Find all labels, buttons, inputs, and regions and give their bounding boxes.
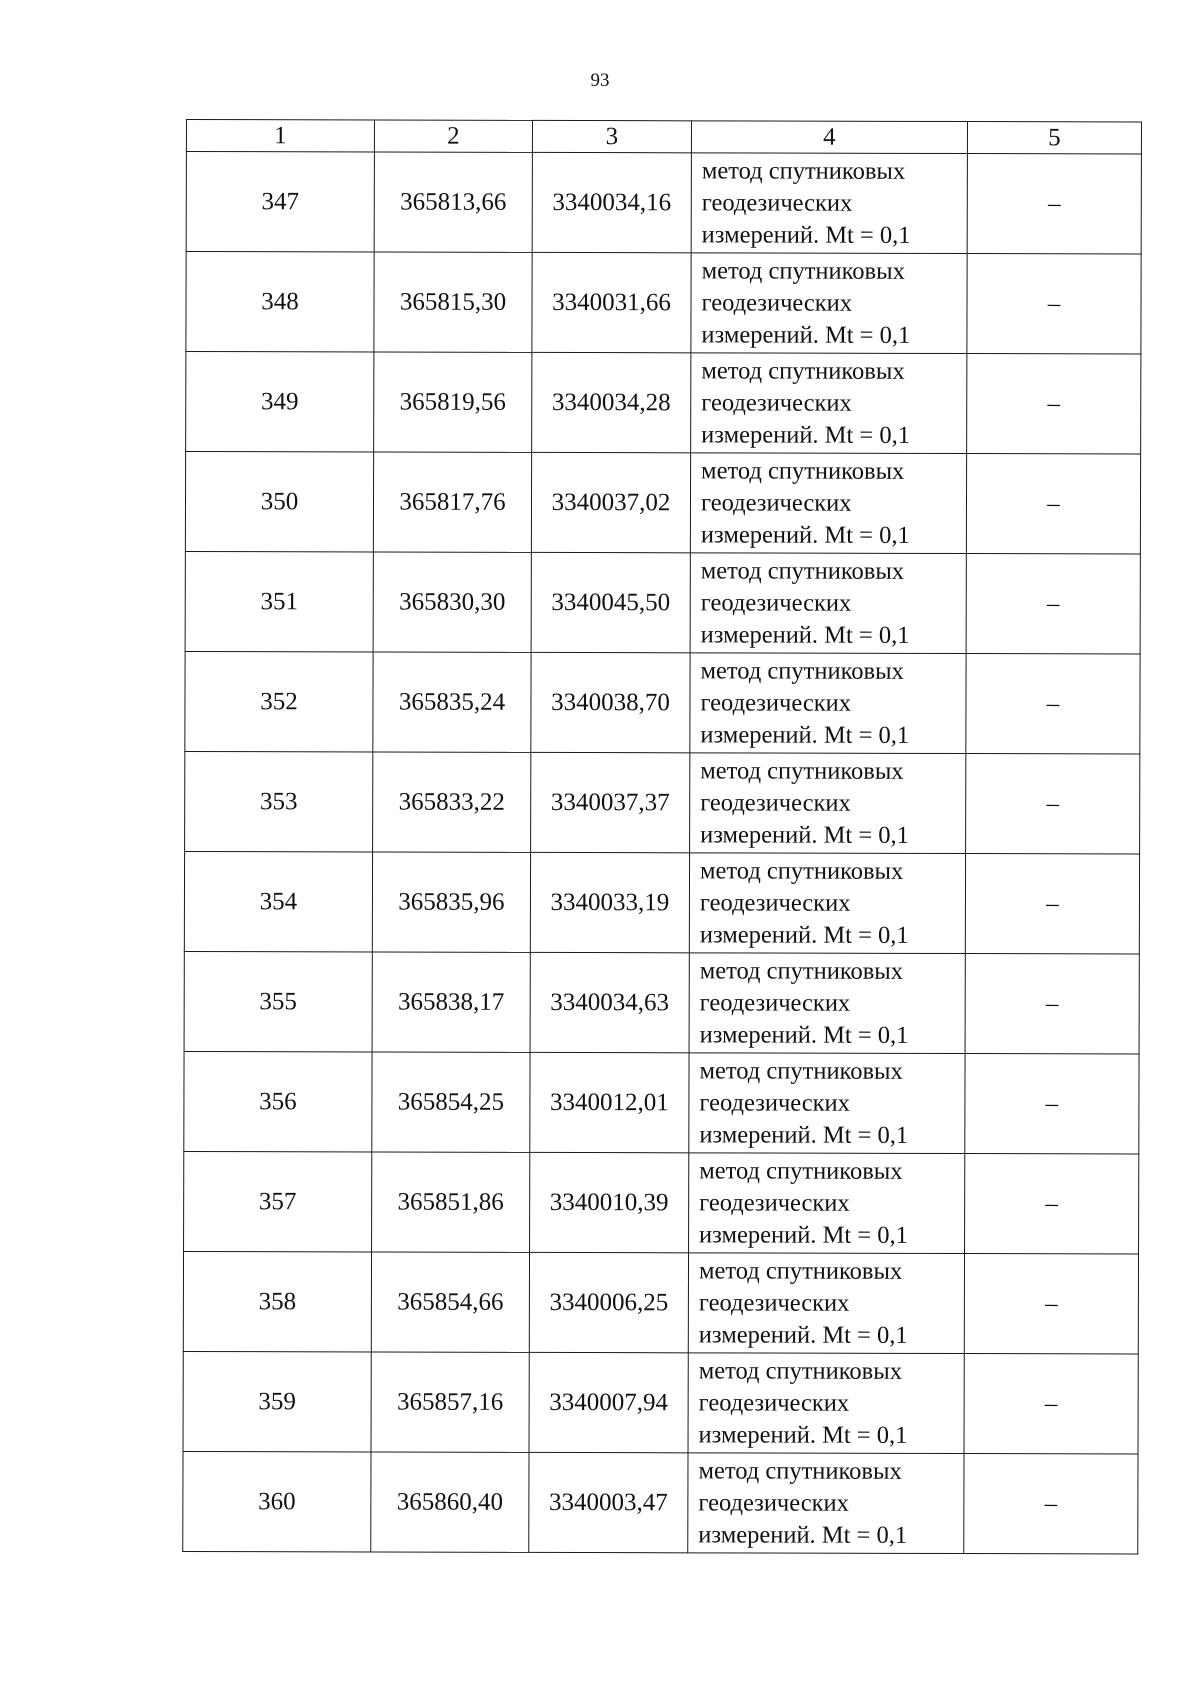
method-cell bbox=[690, 553, 966, 654]
note-cell: – bbox=[967, 154, 1141, 254]
note-cell: – bbox=[967, 254, 1141, 354]
method-line: геодезических bbox=[698, 1388, 850, 1417]
point-number-cell: 360 bbox=[183, 1451, 371, 1551]
note-cell: – bbox=[965, 954, 1139, 1054]
table-row bbox=[186, 152, 1141, 254]
table-row bbox=[184, 851, 1139, 953]
y-coordinate-cell: 3340034,16 bbox=[532, 152, 691, 252]
method-line: геодезических bbox=[700, 588, 852, 617]
x-coordinate-cell: 365851,86 bbox=[372, 1152, 530, 1252]
method-line: измерений. Mt = 0,1 bbox=[700, 520, 910, 549]
method-line: геодезических bbox=[701, 288, 853, 317]
column-header-1: 1 bbox=[186, 120, 374, 152]
method-line: метод спутниковых bbox=[701, 156, 906, 185]
y-coordinate-cell: 3340038,70 bbox=[531, 652, 690, 752]
note-cell: – bbox=[966, 554, 1140, 654]
header-row bbox=[186, 120, 1141, 155]
y-coordinate-cell: 3340045,50 bbox=[531, 552, 690, 652]
method-cell bbox=[691, 353, 967, 454]
x-coordinate-cell: 365833,22 bbox=[373, 752, 531, 852]
x-coordinate-cell: 365854,66 bbox=[371, 1252, 529, 1352]
x-coordinate-cell: 365819,56 bbox=[374, 352, 532, 452]
note-cell: – bbox=[964, 1454, 1138, 1554]
y-coordinate-cell: 3340031,66 bbox=[532, 252, 691, 352]
method-cell bbox=[689, 953, 965, 1054]
method-line: геодезических bbox=[699, 888, 851, 917]
method-line: измерений. Mt = 0,1 bbox=[701, 420, 911, 449]
column-header-3: 3 bbox=[532, 120, 691, 152]
y-coordinate-cell: 3340006,25 bbox=[529, 1252, 688, 1352]
coordinates-table bbox=[182, 119, 1142, 1554]
y-coordinate-cell: 3340003,47 bbox=[529, 1452, 688, 1552]
table-row bbox=[184, 1151, 1139, 1253]
x-coordinate-cell: 365813,66 bbox=[374, 152, 532, 252]
method-cell bbox=[690, 653, 966, 754]
method-cell bbox=[690, 453, 966, 554]
point-number-cell: 352 bbox=[185, 651, 373, 751]
x-coordinate-cell: 365830,30 bbox=[373, 552, 531, 652]
method-line: метод спутниковых bbox=[699, 1056, 903, 1085]
method-cell bbox=[689, 1153, 965, 1254]
x-coordinate-cell: 365857,16 bbox=[371, 1352, 529, 1452]
column-header-5: 5 bbox=[967, 122, 1141, 154]
note-cell: – bbox=[966, 754, 1140, 854]
method-line: метод спутниковых bbox=[698, 1356, 903, 1385]
method-line: измерений. Mt = 0,1 bbox=[700, 820, 909, 849]
method-line: измерений. Mt = 0,1 bbox=[700, 720, 910, 749]
method-line: геодезических bbox=[699, 1188, 850, 1217]
page-number: 93 bbox=[590, 70, 610, 91]
table-body bbox=[183, 152, 1142, 1554]
x-coordinate-cell: 365860,40 bbox=[371, 1452, 529, 1552]
y-coordinate-cell: 3340033,19 bbox=[530, 852, 689, 952]
point-number-cell: 351 bbox=[185, 551, 373, 651]
y-coordinate-cell: 3340037,37 bbox=[531, 752, 690, 852]
table-row bbox=[184, 951, 1139, 1053]
point-number-cell: 347 bbox=[186, 152, 374, 252]
point-number-cell: 348 bbox=[186, 252, 374, 352]
method-line: измерений. Mt = 0,1 bbox=[698, 1320, 908, 1349]
method-line: геодезических bbox=[700, 488, 852, 517]
method-cell bbox=[690, 753, 966, 854]
note-cell: – bbox=[964, 1354, 1138, 1454]
y-coordinate-cell: 3340010,39 bbox=[530, 1152, 689, 1252]
y-coordinate-cell: 3340007,94 bbox=[529, 1352, 688, 1452]
x-coordinate-cell: 365854,25 bbox=[372, 1052, 530, 1152]
method-line: измерений. Mt = 0,1 bbox=[701, 220, 911, 249]
x-coordinate-cell: 365838,17 bbox=[372, 952, 530, 1052]
table-header bbox=[186, 120, 1141, 155]
method-cell bbox=[689, 1053, 965, 1154]
table-row bbox=[185, 651, 1140, 753]
table-row bbox=[183, 1251, 1138, 1353]
table-row bbox=[184, 1051, 1139, 1153]
method-line: измерений. Mt = 0,1 bbox=[699, 1020, 909, 1049]
point-number-cell: 359 bbox=[183, 1351, 371, 1451]
method-line: метод спутниковых bbox=[700, 656, 904, 685]
point-number-cell: 350 bbox=[185, 452, 373, 552]
method-line: геодезических bbox=[700, 788, 851, 817]
note-cell: – bbox=[966, 654, 1140, 754]
note-cell: – bbox=[966, 454, 1140, 554]
table-row bbox=[183, 1351, 1138, 1453]
method-line: метод спутниковых bbox=[701, 356, 905, 385]
method-cell bbox=[691, 253, 967, 354]
method-line: измерений. Mt = 0,1 bbox=[698, 1520, 908, 1549]
column-header-2: 2 bbox=[374, 120, 532, 152]
method-line: метод спутниковых bbox=[698, 1256, 903, 1285]
method-line: измерений. Mt = 0,1 bbox=[699, 1120, 909, 1149]
point-number-cell: 356 bbox=[184, 1051, 372, 1151]
method-line: метод спутниковых bbox=[698, 1456, 902, 1485]
method-line: измерений. Mt = 0,1 bbox=[698, 1420, 908, 1449]
point-number-cell: 349 bbox=[186, 352, 374, 452]
note-cell: – bbox=[964, 1254, 1138, 1354]
method-line: измерений. Mt = 0,1 bbox=[700, 620, 910, 649]
method-line: метод спутниковых bbox=[699, 856, 904, 885]
x-coordinate-cell: 365815,30 bbox=[374, 252, 532, 352]
method-cell bbox=[688, 1453, 964, 1554]
note-cell: – bbox=[965, 854, 1139, 954]
method-cell bbox=[688, 1353, 964, 1454]
note-cell: – bbox=[965, 1154, 1139, 1254]
y-coordinate-cell: 3340034,63 bbox=[530, 952, 689, 1052]
column-header-4: 4 bbox=[691, 121, 967, 154]
method-line: метод спутниковых bbox=[700, 756, 904, 785]
y-coordinate-cell: 3340037,02 bbox=[531, 452, 690, 552]
table-row bbox=[186, 252, 1141, 354]
point-number-cell: 355 bbox=[184, 951, 372, 1051]
method-line: метод спутниковых bbox=[699, 956, 904, 985]
method-line: измерений. Mt = 0,1 bbox=[699, 1220, 908, 1249]
method-line: измерений. Mt = 0,1 bbox=[701, 320, 911, 349]
table-row bbox=[185, 551, 1140, 653]
method-line: геодезических bbox=[701, 388, 852, 417]
point-number-cell: 357 bbox=[184, 1151, 372, 1251]
x-coordinate-cell: 365817,76 bbox=[373, 452, 531, 552]
point-number-cell: 358 bbox=[183, 1251, 371, 1351]
y-coordinate-cell: 3340034,28 bbox=[532, 352, 691, 452]
method-line: геодезических bbox=[699, 988, 851, 1017]
method-line: геодезических bbox=[699, 1088, 850, 1117]
method-line: геодезических bbox=[698, 1288, 850, 1317]
table-row bbox=[183, 1451, 1138, 1553]
table-row bbox=[185, 751, 1140, 853]
point-number-cell: 354 bbox=[184, 851, 372, 951]
method-line: геодезических bbox=[700, 688, 852, 717]
method-line: метод спутниковых bbox=[701, 256, 905, 285]
method-line: метод спутниковых bbox=[701, 456, 905, 485]
x-coordinate-cell: 365835,96 bbox=[372, 852, 530, 952]
method-line: геодезических bbox=[698, 1488, 849, 1517]
method-line: метод спутниковых bbox=[699, 1156, 903, 1185]
method-line: метод спутниковых bbox=[700, 556, 905, 585]
method-line: измерений. Mt = 0,1 bbox=[699, 920, 909, 949]
method-cell bbox=[689, 853, 965, 954]
table-row bbox=[186, 352, 1141, 454]
note-cell: – bbox=[967, 354, 1141, 454]
point-number-cell: 353 bbox=[185, 751, 373, 851]
method-cell bbox=[691, 153, 967, 254]
y-coordinate-cell: 3340012,01 bbox=[530, 1052, 689, 1152]
note-cell: – bbox=[965, 1054, 1139, 1154]
table-row bbox=[185, 452, 1140, 554]
method-line: геодезических bbox=[701, 188, 853, 217]
x-coordinate-cell: 365835,24 bbox=[373, 652, 531, 752]
method-cell bbox=[688, 1253, 964, 1354]
